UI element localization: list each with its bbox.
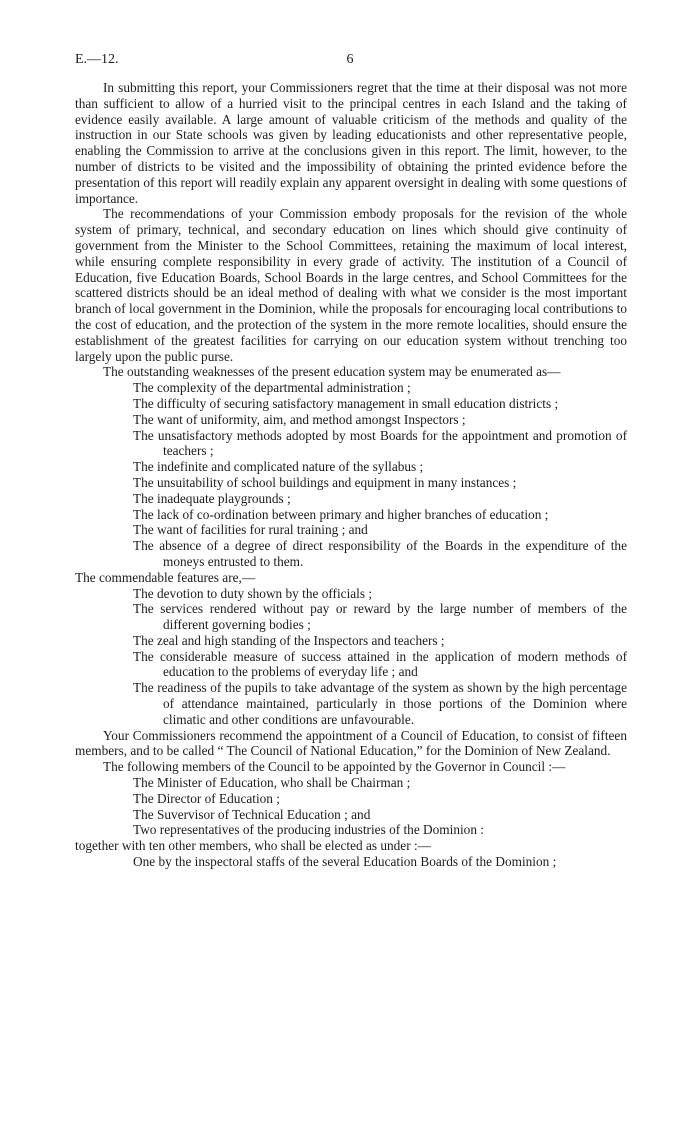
list-item: The absence of a degree of direct responsibility of the Boards in the expenditure of the moneys entrusted to them. bbox=[133, 538, 627, 569]
list-item: The want of uniformity, aim, and method amongst Inspectors ; bbox=[133, 411, 466, 427]
paragraph-elected-intro: together with ten other members, who shall be elected as under :— bbox=[75, 838, 431, 854]
page-header bbox=[75, 52, 625, 72]
list-item: The services rendered without pay or reward by the large number of members of the different governing bodies ; bbox=[133, 601, 627, 633]
list-item: The Minister of Education, who shall be Chairman ; bbox=[133, 775, 411, 791]
document-reference: E.—12. bbox=[75, 52, 119, 67]
list-item: The inadequate playgrounds ; bbox=[133, 490, 291, 506]
list-item: The indefinite and complicated nature of the syllabus ; bbox=[133, 459, 424, 475]
list-item: The want of facilities for rural training ; and bbox=[133, 522, 368, 538]
council-members-list bbox=[75, 775, 627, 838]
list-item: The readiness of the pupils to take advantage of the system as shown by the high percentage of attendance maintained, particularly in those portions of the Dominion where climatic and other conditions are unfavourable. bbox=[133, 680, 627, 727]
paragraph-introduction: In submitting this report, your Commissioners regret that the time at their disposal was not more than sufficient to allow of a hurried visit to the principal centres in each Island and the taking of evidence easily available. A large amount of valuable criticism of the methods and quality of the instruction in our State schools was given by leading educationists and other representative people, enabling the Commission to arrive at the conclusions given in this report. The limit, however, to the number of districts to be visited and the impossibility of obtaining the printed evidence before the presentation of this report will readily explain any apparent oversight in dealing with some questions of importance. bbox=[75, 80, 627, 206]
elected-members-list bbox=[75, 854, 627, 870]
paragraph-weaknesses-intro: The outstanding weaknesses of the present education system may be enumerated as— bbox=[103, 364, 561, 380]
paragraph-council-appointed: The following members of the Council to be appointed by the Governor in Council :— bbox=[103, 759, 566, 775]
list-item: The unsuitability of school buildings and equipment in many instances ; bbox=[133, 474, 517, 490]
list-item: The Director of Education ; bbox=[133, 790, 280, 806]
list-item: Two representatives of the producing industries of the Dominion : bbox=[133, 822, 484, 838]
list-item: The difficulty of securing satisfactory management in small education districts ; bbox=[133, 395, 559, 411]
paragraph-council-recommendation: Your Commissioners recommend the appointment of a Council of Education, to consist of fifteen members, and to be called “ The Council of National Education,” for the Dominion of New Zealand. bbox=[75, 727, 627, 759]
list-item: The zeal and high standing of the Inspectors and teachers ; bbox=[133, 632, 445, 648]
list-item: The Suvervisor of Technical Education ; and bbox=[133, 806, 371, 822]
page-body bbox=[75, 80, 627, 870]
list-item: One by the inspectoral staffs of the several Education Boards of the Dominion ; bbox=[133, 854, 557, 870]
weaknesses-list bbox=[75, 380, 627, 570]
paragraph-features-intro: The commendable features are,— bbox=[75, 569, 256, 585]
page-number: 6 bbox=[346, 52, 354, 67]
list-item: The lack of co-ordination between primary and higher branches of education ; bbox=[133, 506, 549, 522]
list-item: The considerable measure of success attained in the application of modern methods of education to the problems of everyday life ; and bbox=[133, 648, 627, 680]
list-item: The devotion to duty shown by the officials ; bbox=[133, 585, 373, 601]
paragraph-recommendations: The recommendations of your Commission embody proposals for the revision of the whole system of primary, technical, and secondary education on lines which should give continuity of government from the Minister to the School Committees, retaining the maximum of local interest, while ensuring complete responsibility in every grade of activity. The institution of a Council of Education, five Education Boards, School Boards in the large centres, and School Committees for the scattered districts should be an ideal method of dealing with what we consider is the most important branch of local government in the Dominion, while the proposals for encouraging local contributions to the cost of education, and the protection of the system in the more remote localities, should ensure the establishment of the greatest facilities for carrying on our education system without trenching too largely upon the public purse. bbox=[75, 206, 627, 364]
features-list bbox=[75, 586, 627, 728]
list-item: The unsatisfactory methods adopted by most Boards for the appointment and promotion of teachers ; bbox=[133, 427, 627, 459]
list-item: The complexity of the departmental administration ; bbox=[133, 380, 411, 396]
